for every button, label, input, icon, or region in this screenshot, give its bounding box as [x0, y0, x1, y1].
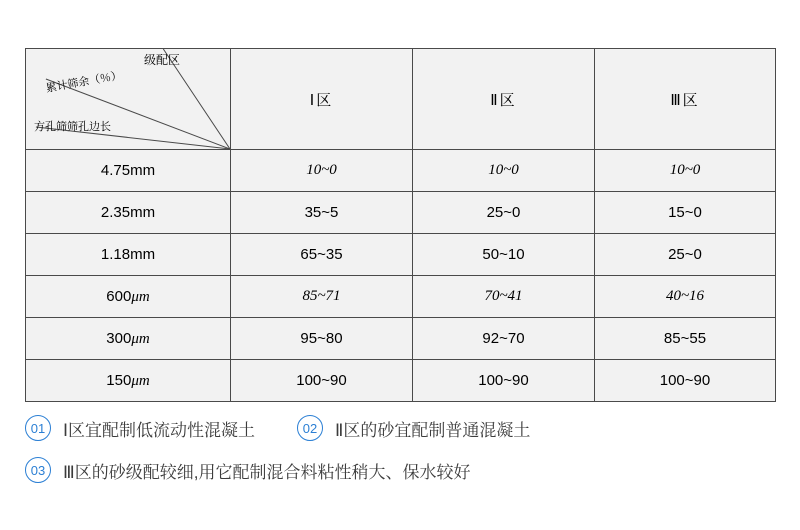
column-header-zone-3: Ⅲ区 — [595, 49, 776, 150]
corner-label-sieve-size: 方孔筛筛孔边长 — [34, 121, 111, 133]
notes-section — [25, 415, 780, 499]
note-text-02: Ⅱ区的砂宜配制普通混凝土 — [335, 420, 531, 440]
row-label — [26, 192, 231, 234]
row-label — [26, 150, 231, 192]
diagonal-divider-icon — [26, 49, 230, 149]
corner-label-zone: 级配区 — [144, 53, 181, 67]
row-label — [26, 234, 231, 276]
cell-zone2: 10~0 — [413, 150, 595, 192]
row-label-unit: μm — [131, 288, 150, 305]
sand-grading-table-wrapper — [25, 48, 775, 402]
cell-zone3: 10~0 — [595, 150, 776, 192]
table-row — [26, 360, 776, 402]
notes-row-2 — [25, 457, 780, 483]
note-badge-03: 03 — [25, 457, 51, 483]
cell-zone3: 25~0 — [595, 234, 776, 276]
corner-label-accumulated-residue: 累计筛余（％） — [44, 69, 123, 95]
cell-zone1: 95~80 — [231, 318, 413, 360]
cell-zone2: 100~90 — [413, 360, 595, 402]
table-header-row — [26, 49, 776, 150]
row-label — [26, 276, 231, 318]
row-label-text: 1.18mm — [100, 245, 156, 263]
cell-zone3: 85~55 — [595, 318, 776, 360]
table-row — [26, 318, 776, 360]
table-row — [26, 192, 776, 234]
cell-zone1: 65~35 — [231, 234, 413, 276]
table-row — [26, 276, 776, 318]
table-row — [26, 150, 776, 192]
note-badge-01: 01 — [25, 415, 51, 441]
row-label-text: 600 — [106, 287, 132, 305]
cell-zone2: 92~70 — [413, 318, 595, 360]
row-label-text: 150 — [106, 371, 132, 389]
row-label — [26, 318, 231, 360]
column-header-zone-1: Ⅰ区 — [231, 49, 413, 150]
cell-zone3: 15~0 — [595, 192, 776, 234]
note-item-03 — [25, 457, 470, 483]
table-row — [26, 234, 776, 276]
row-label — [26, 360, 231, 402]
cell-zone1: 35~5 — [231, 192, 413, 234]
note-item-01 — [25, 415, 255, 441]
cell-zone2: 25~0 — [413, 192, 595, 234]
cell-zone1: 10~0 — [231, 150, 413, 192]
cell-zone2: 70~41 — [413, 276, 595, 318]
note-text-03: Ⅲ区的砂级配较细,用它配制混合料粘性稍大、保水较好 — [63, 462, 471, 482]
cell-zone3: 100~90 — [595, 360, 776, 402]
note-item-02 — [297, 415, 530, 441]
row-label-unit: μm — [131, 372, 150, 389]
cell-zone3: 40~16 — [595, 276, 776, 318]
note-text-01: Ⅰ区宜配制低流动性混凝土 — [63, 420, 256, 440]
cell-zone1: 85~71 — [231, 276, 413, 318]
sand-grading-table — [25, 48, 776, 402]
note-badge-02: 02 — [297, 415, 323, 441]
cell-zone1: 100~90 — [231, 360, 413, 402]
row-label-text: 2.35mm — [100, 203, 156, 221]
cell-zone2: 50~10 — [413, 234, 595, 276]
row-label-unit: μm — [131, 330, 150, 347]
column-header-zone-2: Ⅱ区 — [413, 49, 595, 150]
notes-row-1 — [25, 415, 780, 441]
table-corner-header — [26, 49, 231, 150]
row-label-text: 4.75mm — [100, 161, 156, 179]
row-label-text: 300 — [106, 329, 132, 347]
